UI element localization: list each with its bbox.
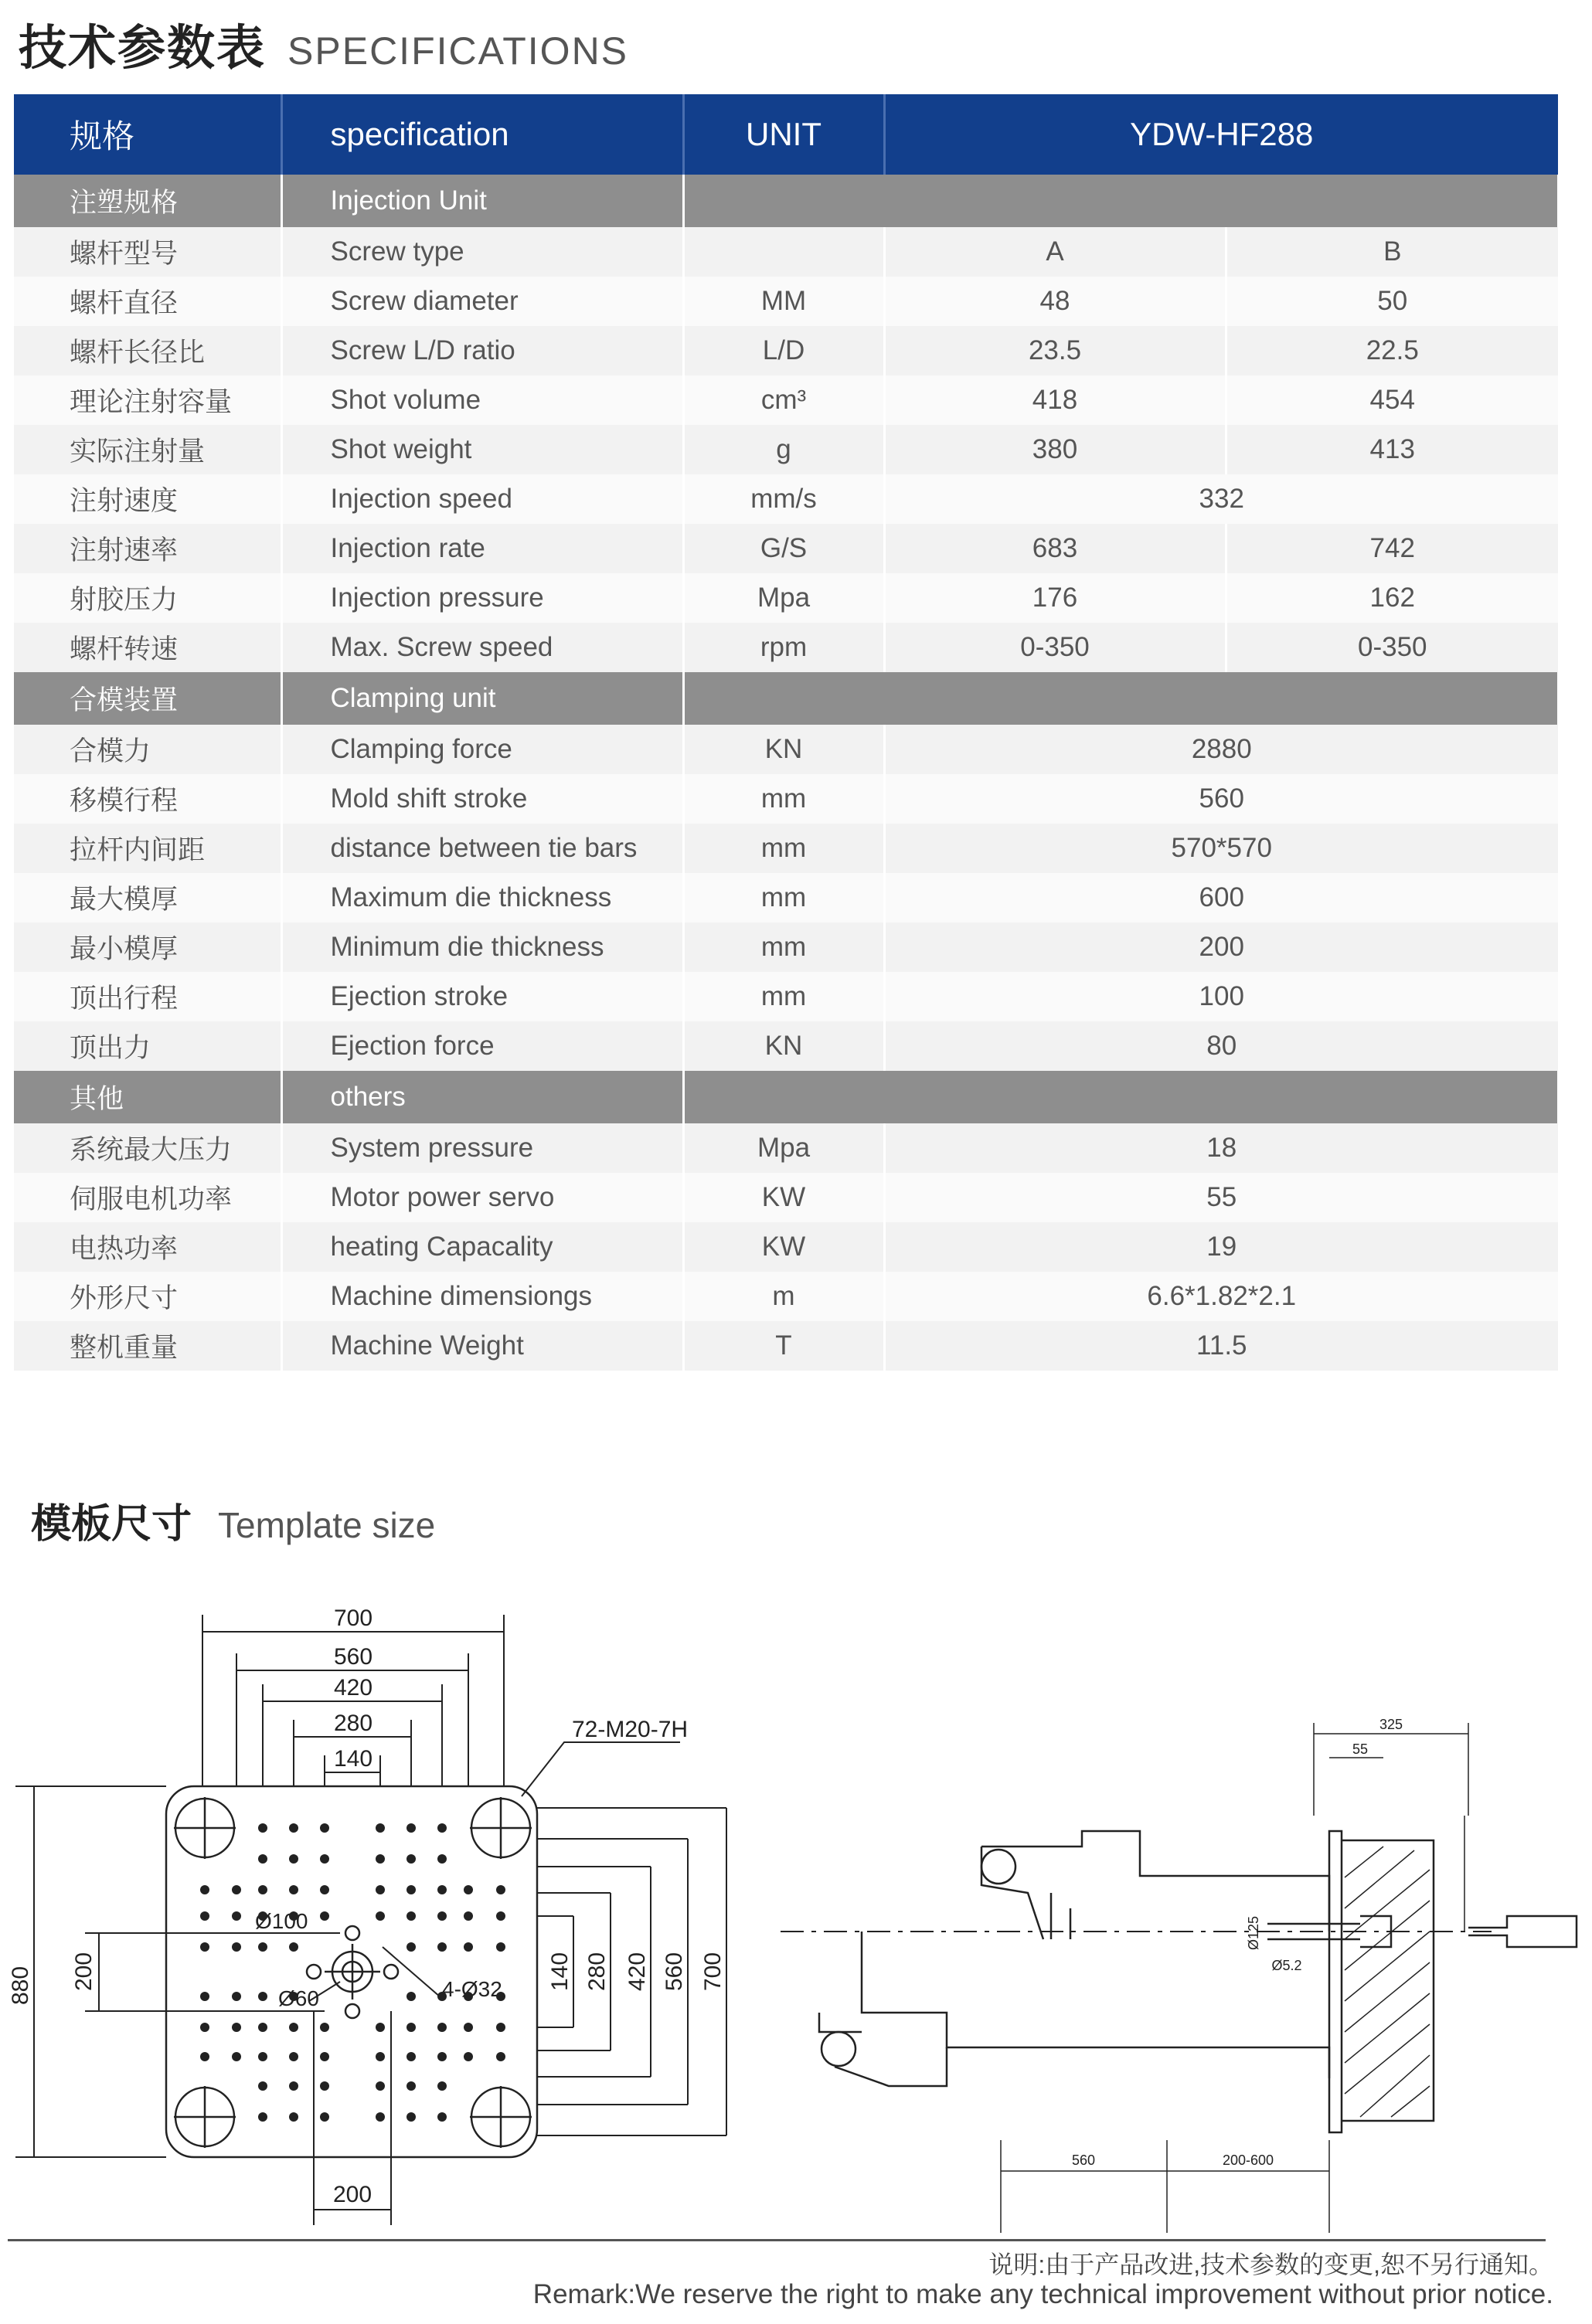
row-value-a: 418 (884, 375, 1226, 425)
table-header (14, 94, 1558, 175)
row-label-cn: 整机重量 (14, 1321, 281, 1371)
row-label-cn: 顶出力 (14, 1021, 281, 1071)
thread-hole (232, 1942, 241, 1952)
row-unit: rpm (683, 623, 884, 672)
row-label-en: Clamping force (281, 725, 683, 774)
thread-hole (289, 1942, 298, 1952)
dim-top-560: 560 (333, 1644, 373, 1670)
thread-hole (200, 2052, 209, 2061)
row-label-cn: 拉杆内间距 (14, 824, 281, 873)
thread-hole (437, 1911, 447, 1921)
row-unit (683, 227, 884, 277)
row-value: 200 (884, 922, 1558, 972)
row-label-cn: 合模力 (14, 725, 281, 774)
row-label-cn: 螺杆转速 (14, 623, 281, 672)
table-row (14, 824, 1558, 873)
thread-label: 72-M20-7H (572, 1717, 689, 1742)
thread-hole (320, 2081, 329, 2091)
thread-hole (407, 1854, 416, 1864)
row-unit: cm³ (683, 375, 884, 425)
table-row (14, 1173, 1558, 1222)
thread-hole (437, 2023, 447, 2032)
row-unit: Mpa (683, 1123, 884, 1173)
section-filler (683, 1071, 1558, 1123)
row-value-b: 0-350 (1226, 623, 1558, 672)
row-label-cn: 注射速率 (14, 524, 281, 573)
row-label-cn: 射胶压力 (14, 573, 281, 623)
row-unit: KN (683, 725, 884, 774)
thread-hole (407, 2081, 416, 2091)
col-header-unit: UNIT (683, 94, 884, 175)
title-cn: 技术参数表 (19, 22, 267, 75)
table-row (14, 1222, 1558, 1272)
dim-left-880: 880 (8, 1966, 33, 2006)
row-label-en: Mold shift stroke (281, 774, 683, 824)
row-unit: L/D (683, 326, 884, 375)
table-row (14, 573, 1558, 623)
row-label-en: Motor power servo (281, 1173, 683, 1222)
table-row (14, 425, 1558, 474)
left-dimensions (15, 1786, 325, 2157)
section-header (14, 175, 1558, 227)
row-label-en: Shot volume (281, 375, 683, 425)
row-value-a: 23.5 (884, 326, 1226, 375)
dia-60-label: Ø60 (278, 1986, 319, 2010)
thread-hole (376, 2081, 385, 2091)
row-value-b: 22.5 (1226, 326, 1558, 375)
dim-bottom-200: 200 (332, 2182, 372, 2207)
thread-hole (232, 1911, 241, 1921)
row-unit: MM (683, 277, 884, 326)
row-unit: T (683, 1321, 884, 1371)
front-platen-view (8, 1605, 726, 2225)
thread-hole (258, 1823, 267, 1833)
table-row (14, 1021, 1558, 1071)
thread-hole (200, 2023, 209, 2032)
row-value: 332 (884, 474, 1558, 524)
thread-hole (289, 2052, 298, 2061)
side-view (781, 1717, 1577, 2233)
thread-hole (407, 2023, 416, 2032)
section-title-cn: 合模装置 (14, 672, 281, 725)
row-label-cn: 实际注射量 (14, 425, 281, 474)
title-en: SPECIFICATIONS (287, 29, 629, 73)
row-label-cn: 理论注射容量 (14, 375, 281, 425)
row-unit: KW (683, 1222, 884, 1272)
footer-divider (8, 2239, 1546, 2241)
row-label-cn: 顶出行程 (14, 972, 281, 1021)
table-row (14, 326, 1558, 375)
thread-hole (407, 1911, 416, 1921)
row-value-a: A (884, 227, 1226, 277)
row-label-en: Minimum die thickness (281, 922, 683, 972)
side-dim-55: 55 (1352, 1741, 1369, 1757)
section-title-en: Clamping unit (281, 672, 683, 725)
thread-hole (496, 2023, 505, 2032)
row-value: 100 (884, 972, 1558, 1021)
thread-hole (289, 1823, 298, 1833)
table-row (14, 1272, 1558, 1321)
row-label-cn: 外形尺寸 (14, 1272, 281, 1321)
table-row (14, 1123, 1558, 1173)
row-label-en: System pressure (281, 1123, 683, 1173)
row-unit: mm/s (683, 474, 884, 524)
thread-hole (437, 2052, 447, 2061)
table-row (14, 474, 1558, 524)
dim-top-280: 280 (333, 1711, 373, 1736)
table-row (14, 873, 1558, 922)
row-label-en: Screw diameter (281, 277, 683, 326)
row-value-b: 742 (1226, 524, 1558, 573)
row-value-a: 176 (884, 573, 1226, 623)
thread-hole (258, 1942, 267, 1952)
dia-100-label: Ø100 (255, 1909, 308, 1933)
row-value: 19 (884, 1222, 1558, 1272)
thread-hole (258, 2023, 267, 2032)
row-value-b: 50 (1226, 277, 1558, 326)
row-label-cn: 伺服电机功率 (14, 1173, 281, 1222)
thread-hole (258, 1992, 267, 2001)
row-value: 11.5 (884, 1321, 1558, 1371)
row-label-en: heating Capacality (281, 1222, 683, 1272)
row-value-a: 48 (884, 277, 1226, 326)
thread-hole (496, 1911, 505, 1921)
page-title (19, 9, 629, 75)
thread-hole (232, 2023, 241, 2032)
platen-hatch (1345, 1847, 1430, 2117)
dim-right-420: 420 (624, 1952, 650, 1992)
thread-hole (376, 2052, 385, 2061)
thread-hole (464, 1942, 473, 1952)
row-value: 55 (884, 1173, 1558, 1222)
template-title (31, 1491, 435, 1549)
row-unit: m (683, 1272, 884, 1321)
spec-table (14, 94, 1560, 1371)
thread-hole (289, 1885, 298, 1894)
dim-left-200: 200 (71, 1952, 97, 1992)
row-label-cn: 移模行程 (14, 774, 281, 824)
row-unit: mm (683, 922, 884, 972)
row-value: 2880 (884, 725, 1558, 774)
template-title-cn: 模板尺寸 (31, 1502, 192, 1547)
thread-hole (407, 2112, 416, 2122)
thread-hole (320, 1885, 329, 1894)
thread-hole (200, 1911, 209, 1921)
row-label-cn: 电热功率 (14, 1222, 281, 1272)
row-value-a: 380 (884, 425, 1226, 474)
thread-hole (437, 1885, 447, 1894)
dim-right-140: 140 (547, 1952, 573, 1992)
row-label-en: Screw type (281, 227, 683, 277)
thread-hole (496, 1942, 505, 1952)
table-row (14, 524, 1558, 573)
thread-hole (376, 2112, 385, 2122)
row-label-en: Machine dimensiongs (281, 1272, 683, 1321)
thread-hole (464, 1911, 473, 1921)
thread-hole (320, 2112, 329, 2122)
row-label-en: Shot weight (281, 425, 683, 474)
thread-hole (376, 1854, 385, 1864)
row-label-en: Max. Screw speed (281, 623, 683, 672)
section-header (14, 1071, 1558, 1123)
dim-top-420: 420 (333, 1675, 373, 1701)
table-row (14, 774, 1558, 824)
table-row (14, 375, 1558, 425)
row-unit: g (683, 425, 884, 474)
thread-hole (320, 2052, 329, 2061)
row-label-cn: 最小模厚 (14, 922, 281, 972)
thread-hole (320, 1911, 329, 1921)
row-label-en: Injection pressure (281, 573, 683, 623)
row-label-en: Screw L/D ratio (281, 326, 683, 375)
thread-hole (407, 1992, 416, 2001)
row-value-b: 413 (1226, 425, 1558, 474)
row-label-cn: 螺杆直径 (14, 277, 281, 326)
thread-hole (232, 1992, 241, 2001)
center-ring (307, 1926, 398, 2018)
section-filler (683, 672, 1558, 725)
thread-hole (376, 2023, 385, 2032)
row-value: 18 (884, 1123, 1558, 1173)
thread-hole (289, 1854, 298, 1864)
section-title-en: others (281, 1071, 683, 1123)
dim-right-560: 560 (662, 1952, 687, 1992)
dim-top-700: 700 (333, 1605, 373, 1631)
row-value-b: 162 (1226, 573, 1558, 623)
col-header-model: YDW-HF288 (884, 94, 1558, 175)
row-unit: mm (683, 774, 884, 824)
table-row (14, 227, 1558, 277)
row-label-cn: 注射速度 (14, 474, 281, 524)
row-unit: mm (683, 824, 884, 873)
thread-hole (437, 1854, 447, 1864)
side-dim-dia-b: Ø5.2 (1271, 1958, 1302, 1973)
thread-hole (320, 2023, 329, 2032)
thread-hole (258, 2052, 267, 2061)
thread-hole (496, 1885, 505, 1894)
hole-label: 4-Ø32 (442, 1977, 502, 2001)
thread-hole (376, 1823, 385, 1833)
side-dim-range: 200-600 (1222, 2152, 1274, 2168)
thread-hole (289, 2112, 298, 2122)
row-value-a: 683 (884, 524, 1226, 573)
row-value: 560 (884, 774, 1558, 824)
row-label-cn: 最大模厚 (14, 873, 281, 922)
thread-hole (289, 2081, 298, 2091)
row-value: 80 (884, 1021, 1558, 1071)
row-label-cn: 螺杆长径比 (14, 326, 281, 375)
table-row (14, 277, 1558, 326)
thread-hole (464, 1885, 473, 1894)
thread-hole (320, 1854, 329, 1864)
template-drawing (0, 1584, 1592, 2233)
table-row (14, 725, 1558, 774)
section-title-cn: 注塑规格 (14, 175, 281, 227)
dim-top-140: 140 (333, 1746, 373, 1772)
row-label-en: Injection rate (281, 524, 683, 573)
row-label-en: Machine Weight (281, 1321, 683, 1371)
row-label-en: Ejection stroke (281, 972, 683, 1021)
table-row (14, 922, 1558, 972)
thread-leader (522, 1742, 680, 1796)
thread-hole (437, 1942, 447, 1952)
thread-hole (200, 1885, 209, 1894)
row-unit: Mpa (683, 573, 884, 623)
row-unit: G/S (683, 524, 884, 573)
thread-hole (407, 1942, 416, 1952)
row-value-b: 454 (1226, 375, 1558, 425)
thread-hole (232, 1885, 241, 1894)
thread-hole (437, 2112, 447, 2122)
thread-hole (407, 2052, 416, 2061)
thread-hole (258, 2081, 267, 2091)
row-unit: mm (683, 873, 884, 922)
dim-right-700: 700 (700, 1952, 726, 1992)
col-header-spec: specification (281, 94, 683, 175)
dim-right-280: 280 (584, 1952, 610, 1992)
table-row (14, 972, 1558, 1021)
thread-hole (437, 2081, 447, 2091)
table-row (14, 1321, 1558, 1371)
thread-hole (437, 1823, 447, 1833)
remark-cn: 说明:由于产品改进,技术参数的变更,恕不另行通知。 (988, 2251, 1553, 2278)
thread-hole (496, 2052, 505, 2061)
side-dim-325: 325 (1379, 1717, 1403, 1732)
thread-hole (320, 1823, 329, 1833)
thread-hole (407, 1885, 416, 1894)
row-value-a: 0-350 (884, 623, 1226, 672)
thread-hole (258, 1885, 267, 1894)
section-title-cn: 其他 (14, 1071, 281, 1123)
row-label-en: Injection speed (281, 474, 683, 524)
section-header (14, 672, 1558, 725)
side-dim-560: 560 (1071, 2152, 1096, 2168)
section-filler (683, 175, 1558, 227)
row-value: 570*570 (884, 824, 1558, 873)
thread-hole (407, 1823, 416, 1833)
thread-hole (376, 1885, 385, 1894)
thread-hole (200, 1942, 209, 1952)
thread-hole (232, 2052, 241, 2061)
remark-en: Remark:We reserve the right to make any technical improvement without prior notice. (532, 2279, 1553, 2309)
row-unit: KN (683, 1021, 884, 1071)
row-label-cn: 系统最大压力 (14, 1123, 281, 1173)
row-label-cn: 螺杆型号 (14, 227, 281, 277)
row-unit: KW (683, 1173, 884, 1222)
row-label-en: distance between tie bars (281, 824, 683, 873)
thread-hole (258, 1854, 267, 1864)
thread-hole (289, 2023, 298, 2032)
section-title-en: Injection Unit (281, 175, 683, 227)
thread-hole (464, 2052, 473, 2061)
thread-hole (376, 1911, 385, 1921)
table-row (14, 623, 1558, 672)
row-value: 600 (884, 873, 1558, 922)
side-dim-dia-a: Ø125 (1246, 1915, 1261, 1951)
thread-hole (258, 2112, 267, 2122)
row-value: 6.6*1.82*2.1 (884, 1272, 1558, 1321)
thread-hole (464, 2023, 473, 2032)
template-title-en: Template size (218, 1505, 436, 1545)
row-label-en: Maximum die thickness (281, 873, 683, 922)
row-value-b: B (1226, 227, 1558, 277)
row-unit: mm (683, 972, 884, 1021)
col-header-cn: 规格 (14, 94, 281, 175)
row-label-en: Ejection force (281, 1021, 683, 1071)
thread-hole (200, 1992, 209, 2001)
